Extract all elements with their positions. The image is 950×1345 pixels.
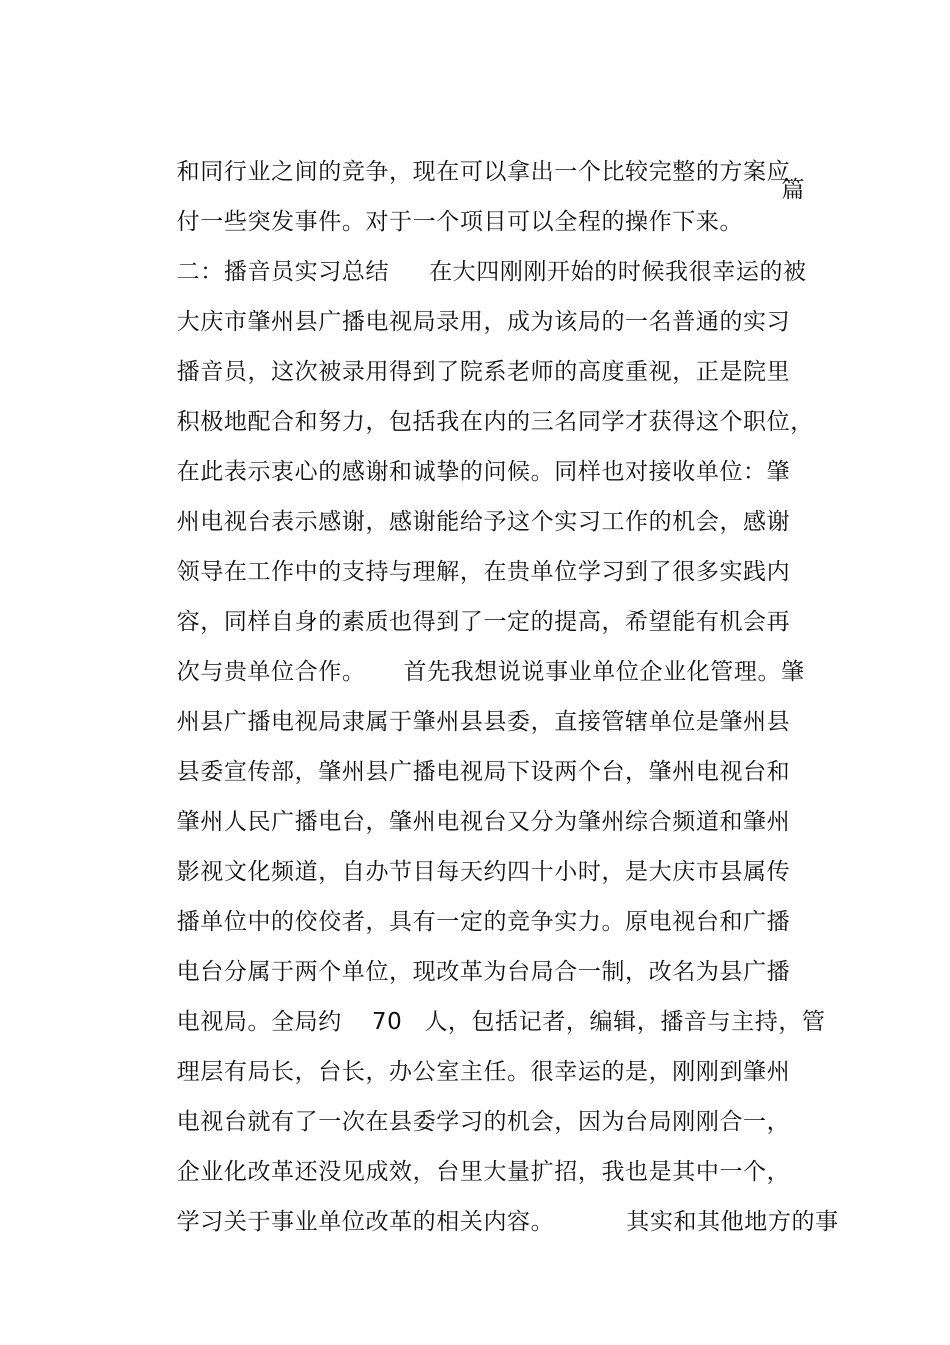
text-line	[145, 474, 791, 535]
text-segment: 企业化改革还没见成效，台里大量扩招，我也是其中一个，	[176, 1159, 791, 1185]
text-segment: 积极地配合和努力，包括我在内的三名同学才获得这个职位，	[176, 409, 814, 435]
text-line	[145, 824, 791, 885]
text-line	[145, 524, 791, 585]
text-segment: 播音员，这次被录用得到了院系老师的高度重视，正是院里	[176, 359, 791, 385]
text-line	[145, 724, 791, 785]
text-line	[145, 1074, 791, 1135]
text-segment: 领导在工作中的支持与理解，在贵单位学习到了很多实践内	[176, 559, 791, 585]
text-segment: 电台分属于两个单位，现改革为台局合一制，改名为县广播	[176, 959, 791, 985]
text-line	[145, 1124, 791, 1185]
section-heading: 二：播音员实习总结	[176, 259, 390, 285]
text-segment: 肇州人民广播电台，肇州电视台又分为肇州综合频道和肇州	[176, 809, 791, 835]
text-segment: 大庆市肇州县广播电视局录用，成为该局的一名普通的实习	[176, 309, 791, 335]
text-line	[145, 124, 791, 185]
text-segment: 电视局。全局约	[176, 1009, 342, 1035]
text-line	[145, 624, 805, 685]
text-line	[145, 274, 791, 335]
text-line	[145, 374, 814, 435]
text-segment: 学习关于事业单位改革的相关内容。	[176, 1209, 555, 1235]
text-line	[145, 1024, 791, 1085]
text-segment: 在大四刚刚开始的时候我很幸运的被	[429, 259, 807, 285]
text-segment: 电视台就有了一次在县委学习的机会，因为台局刚刚合一，	[176, 1109, 791, 1135]
staff-count: 70	[371, 1009, 403, 1035]
text-segment: 理层有局长，台长，办公室主任。很幸运的是，刚刚到肇州	[176, 1059, 791, 1085]
text-line	[145, 924, 791, 985]
text-line	[145, 974, 826, 1035]
text-line	[145, 874, 791, 935]
text-segment: 容，同样自身的素质也得到了一定的提高，希望能有机会再	[176, 609, 791, 635]
text-segment: 次与贵单位合作。	[176, 659, 366, 685]
text-line	[145, 574, 791, 635]
text-segment: 州县广播电视局隶属于肇州县县委，直接管辖单位是肇州县	[176, 709, 791, 735]
text-segment: 播单位中的佼佼者，具有一定的竞争实力。原电视台和广播	[176, 909, 791, 935]
text-segment: 其实和其他地方的事	[626, 1209, 839, 1235]
text-segment: 人，包括记者，编辑，播音与主持，管	[424, 1009, 826, 1035]
text-segment: 县委宣传部，肇州县广播电视局下设两个台，肇州电视台和	[176, 759, 791, 785]
text-segment: 付一些突发事件。对于一个项目可以全程的操作下来。	[176, 209, 744, 235]
text-segment: 首先我想说说事业单位企业化管理。肇	[403, 659, 805, 685]
section-heading-start: 篇	[781, 177, 805, 203]
text-segment: 和同行业之间的竞争，现在可以拿出一个比较完整的方案应	[176, 159, 791, 185]
text-line	[145, 674, 791, 735]
text-segment: 影视文化频道，自办节目每天约四十小时，是大庆市县属传	[176, 859, 791, 885]
text-segment: 州电视台表示感谢，感谢能给予这个实习工作的机会，感谢	[176, 509, 791, 535]
text-line	[145, 424, 791, 485]
text-line	[145, 174, 805, 235]
text-segment: 在此表示衷心的感谢和诚挚的问候。同样也对接收单位：肇	[176, 459, 791, 485]
text-line	[145, 224, 807, 285]
text-line	[145, 774, 791, 835]
text-line	[145, 1174, 839, 1235]
text-line	[145, 324, 791, 385]
